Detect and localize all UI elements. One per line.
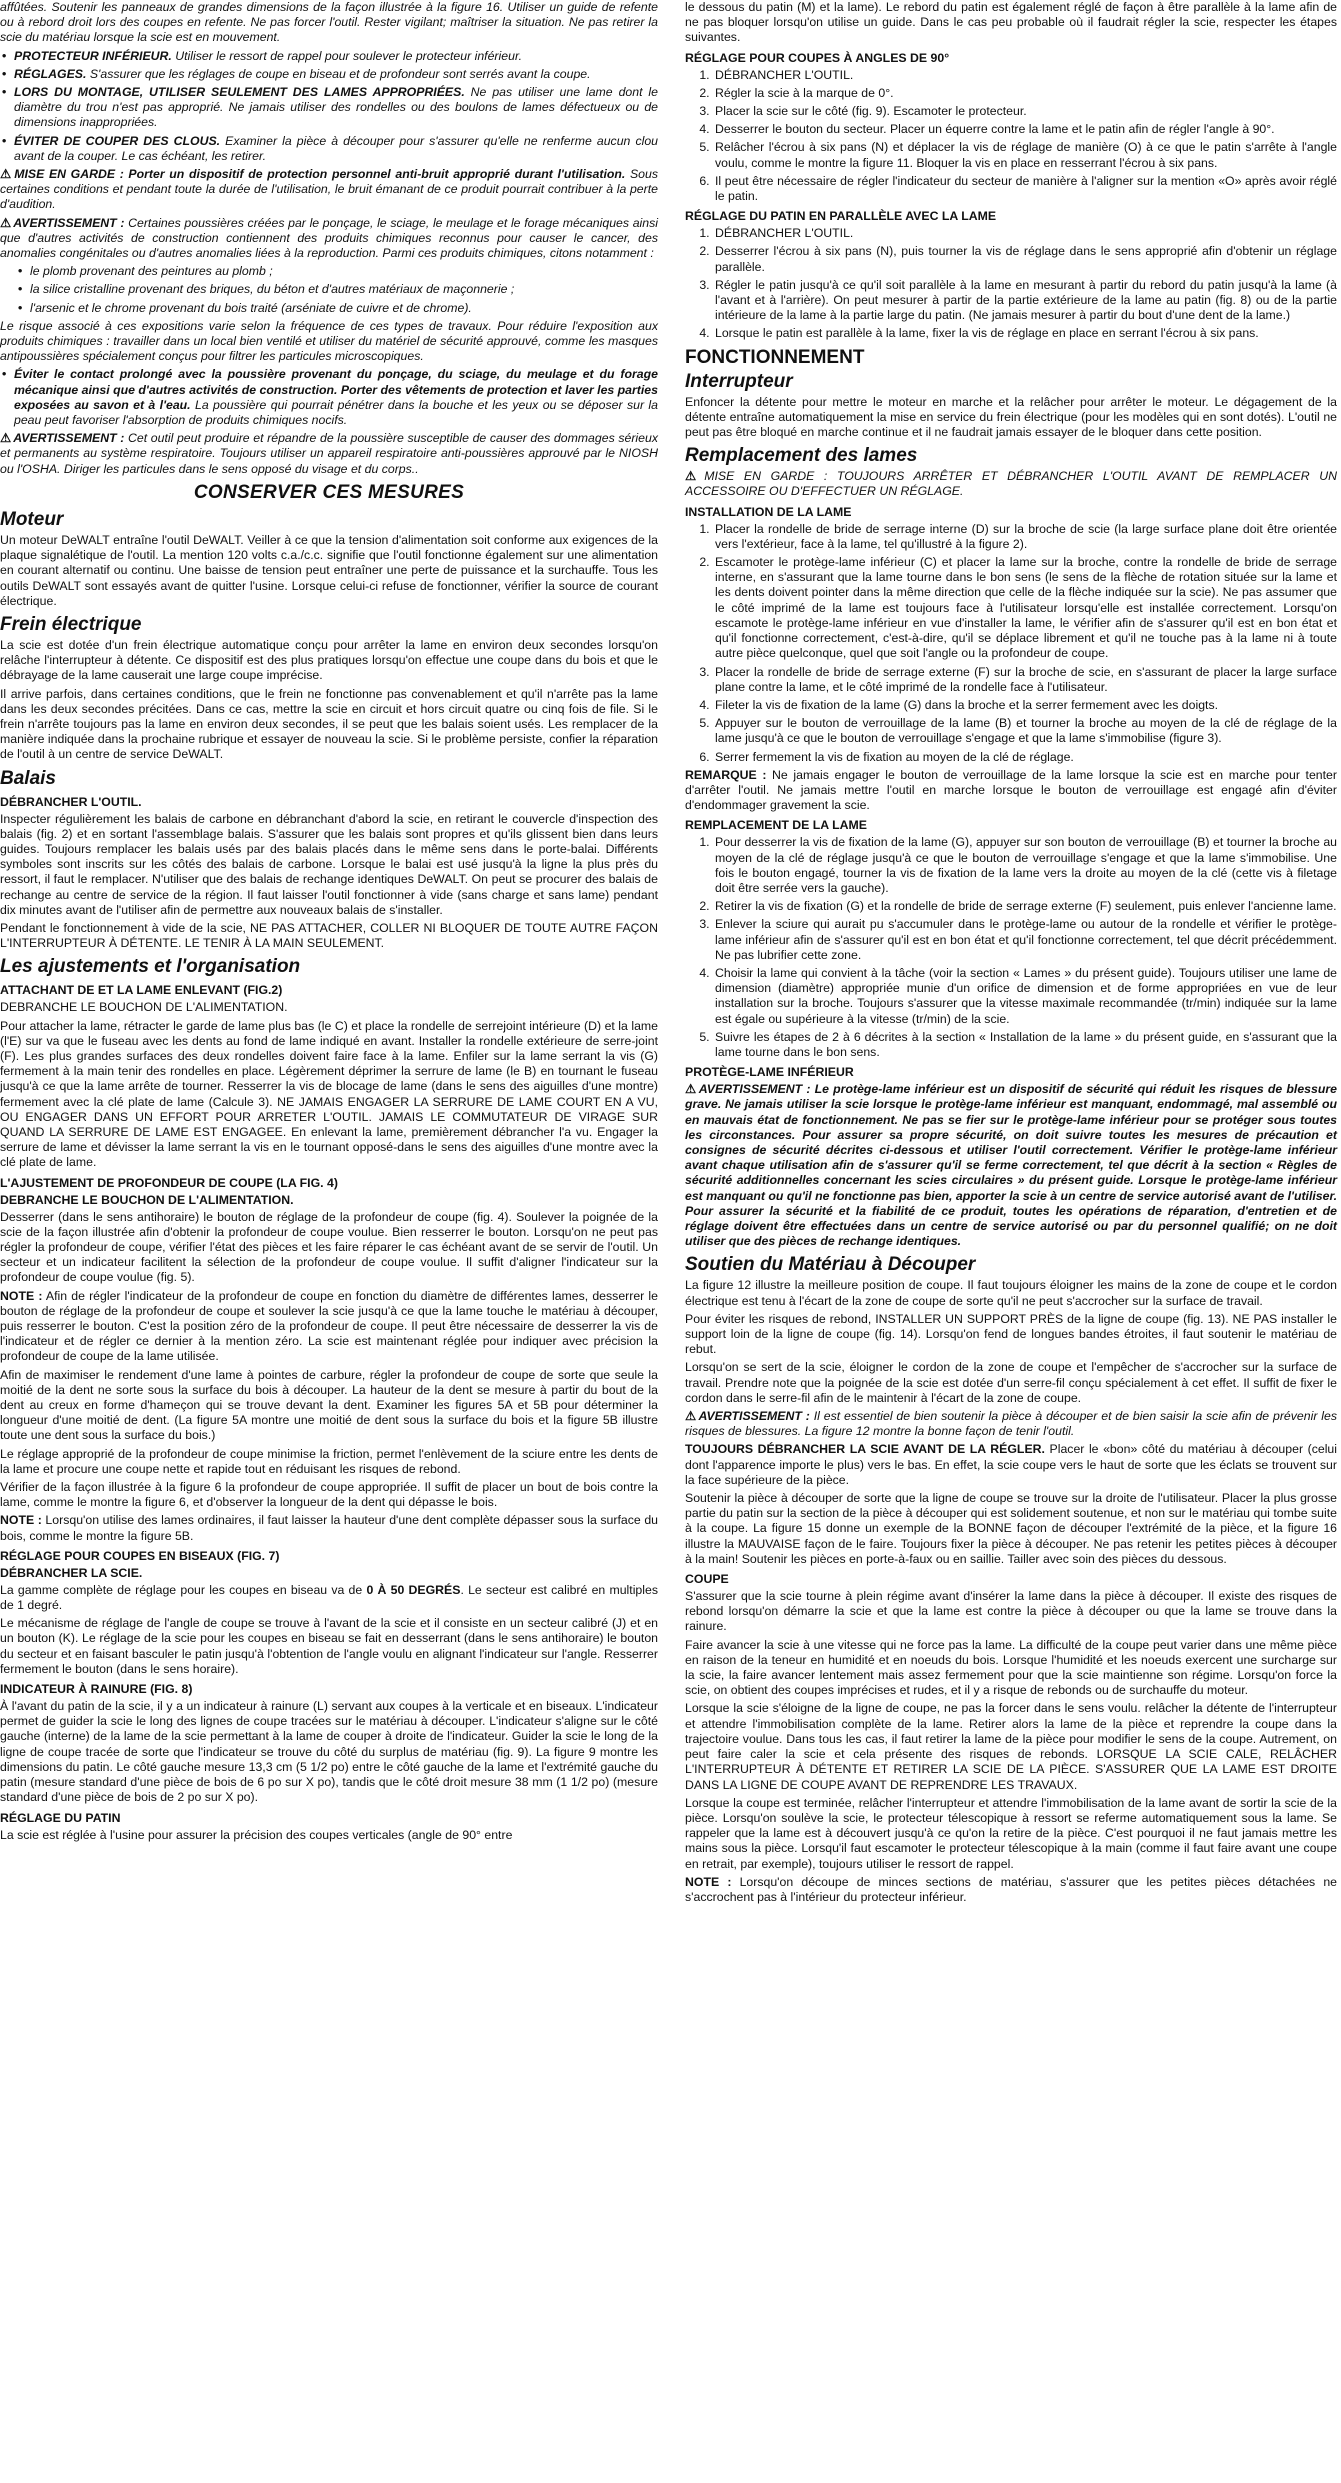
replace-step: 3. Enlever la sciure qui aurait pu s'accumuler dans le protège-lame ou autour de la rondelle et vérifier le protège-lame inférieur afin de s'assurer qu'il est en bon état et qu'il fonctionne correctement, tel que décrit précédemment. Ne pas lubrifier cette zone.	[713, 917, 1337, 963]
bullet-clous	[14, 134, 658, 164]
warning-dust	[0, 216, 658, 262]
kerf-paragraph: À l'avant du patin de la scie, il y a un indicateur à rainure (L) servant aux coupes à la verticale et en biseaux. L'indicateur permet de guider la scie le long des lignes de coupe tracées sur le matériau à découper. L'indicateur s'aligne sur le côté gauche (interne) de la lame de la scie permettant à la lame de couper à droite de l'indicateur. Guider la scie le long de la ligne de coupe tracée de sorte que l'indicateur se trouve du côté du surplus de matériau (fig. 9). La figure 9 montre les dimensions du patin. Le côté gauche mesure 13,3 cm (5 1/2 po) entre le côté gauche de la lame et l'extrémité gauche du patin (mesure standard d'une pièce de bois de 6 po sur X po), tandis que le côté droit mesure 38 mm (1 1/2 po) (mesure standard d'une pièce de bois de 2 po sur X po).	[0, 1699, 658, 1805]
warning-text: AVERTISSEMENT : Le protège-lame inférieur est un dispositif de sécurité qui réduit les risques de blessure grave. Ne jamais utiliser la scie lorsque le protège-lame inférieur est manquant, endommagé, mal assemblé ou en mauvais état de fonctionnement. Ne pas se fier sur le protège-lame inférieur pour se protéger sous toutes les circonstances. Pour assurer sa propre sécurité, on doit suivre toutes les mesures de précaution et consignes de sécurité décrites ci-dessous et utiliser l'outil correctement. Vérifier le protège-lame inférieur avant chaque utilisation afin de s'assurer qu'il se ferme correctement, tel que décrit à la section « Règles de sécurité additionnelles concernant les scies circulaires » du présent guide. Lorsque le protège-lame inférieur est manquant ou qu'il ne fonctionne pas bien, apporter la scie à un centre de service autorisé avant de l'utiliser. Pour assurer la sécurité et la fiabilité de ce produit, toutes les opérations de réparation, d'entretien et de réglage doivent être effectuées dans un centre de service autorisé ou par du personnel qualifié; on ne doit utiliser que des pièces de rechange identiques.	[685, 1082, 1337, 1249]
depth-paragraph-2: Afin de maximiser le rendement d'une lame à pointes de carbure, régler la profondeur de coupe de sorte que seule la moitié de la dent ne sorte sous la surface du bois à découper. La hauteur de la dent se mesure à partir du bout de la dent au creux en forme d'hameçon qui se trouve devant la dent. Examiner les figures 5A et 5B pour déterminer la longueur d'une moitié de dent. (La figure 5A montre une moitié de dent sous la surface du bois et la figure 5B illustre toute une dent sous la surface du bois.)	[0, 1367, 658, 1443]
attach-heading: ATTACHANT DE ET LA LAME ENLEVANT (FIG.2)	[0, 983, 283, 998]
angle-step: 1. DÉBRANCHER L'OUTIL.	[713, 68, 1337, 83]
warning-text: Il est essentiel de bien soutenir la pièce à découper et de bien saisir la scie afin de prévenir les risques de blessures. La figure 12 montre la bonne façon de tenir l'outil.	[685, 1409, 1338, 1439]
coupe-paragraph-1: S'assurer que la scie tourne à plein régime avant d'insérer la lame dans la pièce à découper. Il existe des risques de rebond lorsqu'on démarre la scie et que la lame est contre la pièce à découper ou que la lame se trouve dans la rainure.	[685, 1589, 1337, 1634]
warning-noise	[0, 167, 658, 213]
parallel-step: 1. DÉBRANCHER L'OUTIL.	[713, 226, 1337, 241]
warning-triangle-icon: ⚠	[0, 167, 13, 182]
shoe-paragraph: La scie est réglée à l'usine pour assurer la précision des coupes verticales (angle de 90° entre	[0, 1827, 513, 1842]
warning-text: Sous certaines conditions et pendant toute la durée de l'utilisation, le bruit émanant de ce produit pourrait contribuer à la perte d'audition.	[0, 167, 658, 212]
warning-triangle-icon: ⚠	[685, 469, 703, 484]
bullet-lead: ÉVITER DE COUPER DES CLOUS.	[14, 133, 221, 148]
chemicals-list	[0, 264, 658, 316]
moteur-paragraph: Un moteur DeWALT entraîne l'outil DeWALT. Veiller à ce que la tension d'alimentation soit conforme aux exigences de la plaque signalétique de l'outil. La mention 120 volts c.a./c.c. signifie que l'outil fonctionne également sur une alimentation en courant alternatif ou continu. Une baisse de tension peut entraîner une perte de puissance et la surchauffe. Tous les outils DeWALT sont essayés avant de quitter l'usine. Lorsque celui-ci refuse de fonctionner, vérifier la source de courant électrique.	[0, 532, 658, 608]
remarque-paragraph	[685, 768, 1337, 814]
interrupteur-paragraph: Enfoncer la détente pour mettre le moteur en marche et la relâcher pour arrêter le moteur. Le dégagement de la détente entraîne automatiquement la mise en service du frein électrique (pour les modèles qui en sont dotés). L'outil ne peut pas être bloqué en marche continue et il ne faudrait jamais essayer de le bloquer dans cette position.	[685, 394, 1337, 440]
bullet-text: S'assurer que les réglages de coupe en biseau et de profondeur sont serrés avant la coupe.	[86, 66, 591, 81]
bevel-text-c: . Le secteur est calibré en multiples de 1 degré.	[0, 1582, 658, 1613]
depth-subheading: DEBRANCHE LE BOUCHON DE L'ALIMENTATION.	[0, 1192, 294, 1207]
parallel-step: 3. Régler le patin jusqu'à ce qu'il soit parallèle à la lame en mesurant à partir du rebord du patin jusqu'à la lame (à l'avant et à l'arrière). On peut mesurer à partir de la partie extérieure de la lame au patin (fig. 8) ou de la partie intérieure de la lame à la partie large du patin. (Ne jamais mesurer à partir du bout d'une dent de la lame.)	[713, 278, 1337, 324]
fonctionnement-heading: FONCTIONNEMENT	[685, 346, 865, 368]
warning-text: Certaines poussières créées par le ponçage, le sciage, le meulage et le forage mécaniques ainsi que d'autres activités de construction contiennent des produits chimiques reconnus pour causer le cancer, des anomalies congénitales ou d'autres anomalies liées à la reproduction. Parmi ces produits chimiques, citons notamment :	[0, 215, 658, 261]
attach-paragraph: Pour attacher la lame, rétracter le garde de lame plus bas (le C) et place la rondelle de serrejoint intérieure (D) et la lame (l'E) sur va que le fuseau avec les dents au fond de lame indiqué en avant. Installer la rondelle extérieure de serre-joint (F). Les plus grandes surfaces des deux rondelles doivent faire face à la lame. Enfiler sur la lame serrant la vis (G) fermement à la main tenir des rondelles en place. Légèrement déprimer la serrure de lame (le B) en tournant le fuseau jusqu'à ce que la lame arrête de tourner. Resserrer la vis de blocage de lame (dans le sens des aiguilles d'une montre) fermement avec la clé plate de lame (Calcule 3). NE JAMAIS ENGAGER LA SERRURE DE LAME COURT EN A VU, OU ENGAGER DANS UN EFFORT POUR ARRETER L'OUTIL. JAMAIS LE COMMUTATEUR DE VIRAGE SUR QUAND LA SERRURE DE LAME EST ENGAGEE. En enlevant la lame, premièrement débrancher l'a vu. Engager la serrure de lame et dévisser la lame serrant la vis en le tournant opposé-dans le sens des aiguilles d'une montre avec la clé plate de lame.	[0, 1018, 658, 1170]
risk-paragraph: Le risque associé à ces expositions varie selon la fréquence de ces types de travaux. Pour réduire l'exposition aux produits chimiques : travailler dans un local bien ventilé et utiliser du matériel de sécurité approuvé, comme les masques antipoussières spécialement conçus pour filtrer les particules microscopiques.	[0, 318, 658, 364]
depth-note	[0, 1289, 658, 1365]
warning-respiratory	[0, 431, 658, 477]
install-step: 1. Placer la rondelle de bride de serrage interne (D) sur la broche de scie (la large surface plane doit être orientée vers l'extérieur, face à la lame, tel qu'illustré à la figure 2).	[713, 522, 1337, 552]
parallel-step: 4. Lorsque le patin est parallèle à la lame, fixer la vis de réglage en place en serrant l'écrou à six pans.	[713, 326, 1337, 341]
balais-subheading: DÉBRANCHER L'OUTIL.	[0, 794, 142, 809]
warning-triangle-icon: ⚠	[685, 1082, 697, 1097]
coupe-paragraph-3: Lorsque la scie s'éloigne de la ligne de coupe, ne pas la forcer dans le sens voulu. relâcher la détente de l'interrupteur et attendre l'immobilisation complète de la lame. Retirer alors la lame de la pièce et reprendre la coupe dans la trajectoire voulue. Dans tous les cas, il faut retirer la lame de la pièce pour modifier le sens de la coupe. Autrement, on peut faire caler la scie et cela présente des risques de rebonds. LORSQUE LA SCIE CALE, RELÂCHER L'INTERRUPTEUR À DÉTENTE ET RETIRER LA SCIE DE LA PIÈCE. S'ASSURER QUE LA LAME EST DROITE DANS LA LIGNE DE COUPE AVANT DE REPRENDRE LES TRAVAUX.	[685, 1701, 1337, 1792]
depth-note-2	[0, 1513, 658, 1543]
coupe-heading: COUPE	[685, 1572, 729, 1587]
warning-lead: AVERTISSEMENT :	[13, 431, 125, 446]
install-step: 5. Appuyer sur le bouton de verrouillage de la lame (B) et tourner la broche au moyen de la clé de réglage de la lame jusqu'à ce que le bouton de verrouillage s'engage et que la lame s'immobilise (figure 3).	[713, 716, 1337, 746]
note-text: Lorsqu'on utilise des lames ordinaires, il faut laisser la hauteur d'une dent complète dépasser sous la surface du bois, comme le montre la figure 5B.	[0, 1513, 658, 1543]
coupe-paragraph-4: Lorsque la coupe est terminée, relâcher l'interrupteur et attendre l'immobilisation de la lame avant de sortir la scie de la pièce. Lorsqu'on soulève la scie, le protecteur télescopique à ressort se referme automatiquement sous la lame. Se rappeler que la lame est à découvert jusqu'à ce qu'on la retire de la pièce. C'est pourquoi il ne faut jamais mettre les mains sous la pièce. Lorsqu'il faut escamoter le protecteur télescopique à la main (comme il faut faire avant une coupe en retrait, par exemple), toujours utiliser le ressort de rappel.	[685, 1795, 1337, 1871]
depth-paragraph-1: Desserrer (dans le sens antihoraire) le bouton de réglage de la profondeur de coupe (fig. 4). Soulever la poignée de la scie de la façon illustrée afin d'obtenir la profondeur de coupe voulue. Bien resserrer le bouton. Lorsqu'on ne peut pas régler la profondeur de coupe, vérifier l'état des pièces et les faire réparer le cas échéant avant de se servir de l'outil. Un secteur et un indicateur facilitent la sélection de la profondeur de coupe voulue. Il suffit d'aligner l'indicateur sur la profondeur de coupe voulue (fig. 5).	[0, 1209, 658, 1285]
frein-heading: Frein électrique	[0, 613, 142, 635]
debrancher-lead: TOUJOURS DÉBRANCHER LA SCIE AVANT DE LA RÉGLER.	[685, 1442, 1045, 1457]
replace-step: 1. Pour desserrer la vis de fixation de la lame (G), appuyer sur son bouton de verrouillage (B) et tourner la broche au moyen de la clé de réglage jusqu'à ce que le bouton de verrouillage s'engage et que la lame s'immobilise. Une fois le bouton engagé, tourner la vis de fixation de la lame vers la droite au moyen de la clé (cette vis à filetage doit être serrée vers la gauche).	[713, 835, 1337, 896]
note-lead: NOTE :	[0, 1513, 42, 1528]
balais-paragraph-2: Pendant le fonctionnement à vide de la scie, NE PAS ATTACHER, COLLER NI BLOQUER DE TOUTE AUTRE FAÇON L'INTERRUPTEUR À DÉTENTE. LE TENIR À LA MAIN SEULEMENT.	[0, 920, 658, 951]
warning-text: MISE EN GARDE : TOUJOURS ARRÊTER ET DÉBRANCHER L'OUTIL AVANT DE REMPLACER UN ACCESSOIRE OU D'EFFECTUER UN RÉGLAGE.	[685, 469, 1337, 499]
right-intro-paragraph: le dessous du patin (M) et la lame). Le rebord du patin est également réglé de façon à être parallèle à la lame afin de ne pas bloquer lorsqu'on utilise un guide. Dans le cas peu probable où il faudrait régler la scie, respecter les étapes suivantes.	[685, 0, 1337, 45]
interrupteur-heading: Interrupteur	[685, 370, 793, 392]
chemical-item: • l'arsenic et le chrome provenant du bois traité (arséniate de cuivre et de chrome).	[30, 301, 658, 316]
bullet-text: Utiliser le ressort de rappel pour soulever le protecteur inférieur.	[171, 48, 522, 63]
soutien-paragraph-2: Pour éviter les risques de rebond, INSTALLER UN SUPPORT PRÈS de la ligne de coupe (fig. 13). NE PAS installer le support loin de la ligne de coupe (fig. 14). Lorsqu'on fend de longues bandes étroites, il faut soutenir le matériau de rebut.	[685, 1311, 1337, 1357]
bullet-montage	[14, 85, 658, 131]
parallel-step: 2. Desserrer l'écrou à six pans (N), puis tourner la vis de réglage dans le sens approprié afin d'obtenir un réglage parallèle.	[713, 244, 1337, 274]
ajustements-heading: Les ajustements et l'organisation	[0, 956, 301, 978]
remarque-text: Ne jamais engager le bouton de verrouillage de la lame lorsque la scie est en marche pour tenter d'arrêter l'outil. Ne jamais mettre l'outil en marche lorsque le bouton de verrouillage est engagé afin d'éviter d'endommager gravement la scie.	[685, 767, 1337, 813]
install-step: 4. Fileter la vis de fixation de la lame (G) dans la broche et la serrer fermement avec les doigts.	[713, 698, 1337, 713]
bullet-protecteur	[14, 49, 658, 64]
bullet-lead: LORS DU MONTAGE, UTILISER SEULEMENT DES LAMES APPROPRIÉES.	[14, 85, 465, 100]
replace-step: 2. Retirer la vis de fixation (G) et la rondelle de bride de serrage externe (F) seulement, puis enlever l'ancienne lame.	[713, 899, 1337, 914]
note-text: Afin de régler l'indicateur de la profondeur de coupe en fonction du diamètre de différentes lames, desserrer le bouton de réglage de la profondeur de coupe et soulever la scie jusqu'à ce que la lame touche le matériau à découper, puis resserrer le bouton. C'est la position zéro de la profondeur de coupe. Il peut être nécessaire de desserrer la vis de l'indicateur et de régler ce dernier à la mention zéro. La scie est maintenant réglée pour indiquer avec précision la profondeur de coupe de la lame utilisée.	[0, 1288, 659, 1364]
soutien-paragraph-1: La figure 12 illustre la meilleure position de coupe. Il faut toujours éloigner les mains de la zone de coupe et le cordon électrique est tenu à l'écart de la zone de coupe de sorte qu'il ne peut s'accrocher sur la surface de travail.	[685, 1278, 1337, 1308]
conserver-heading: CONSERVER CES MESURES	[193, 481, 465, 503]
bevel-range: 0 À 50 DEGRÉS	[366, 1582, 461, 1597]
frein-paragraph-2: Il arrive parfois, dans certaines conditions, que le frein ne fonctionne pas convenablement et qu'il n'arrête pas la lame dans les deux secondes précitées. Dans ce cas, mettre la scie en circuit et hors circuit quatre ou cinq fois de file. Si le frein n'arrête toujours pas la lame en environ deux secondes, il se peut que les balais soient usés. Les remplacer de la manière indiquée dans la prochaine rubrique et essayer de nouveau la scie. Si le problème persiste, confier la réparation de l'outil à un centre de service DeWALT.	[0, 686, 658, 762]
shoe-heading: RÉGLAGE DU PATIN	[0, 1810, 121, 1825]
remplacement-warning	[685, 469, 1337, 499]
replace-steps	[685, 835, 1337, 1060]
parallel-heading: RÉGLAGE DU PATIN EN PARALLÈLE AVEC LA LAME	[685, 209, 997, 224]
note-lead: NOTE :	[685, 1874, 732, 1889]
angle-step: 5. Relâcher l'écrou à six pans (N) et déplacer la vis de réglage de manière (O) à ce que le patin s'arrête à l'angle voulu, comme le montre la figure 11. Bloquer la vis en place en resserrant l'écrou à six pans.	[713, 140, 1337, 170]
soutien-paragraph-4: Soutenir la pièce à découper de sorte que la ligne de coupe se trouve sur la droite de l'utilisateur. Placer la plus grosse partie du patin sur la section de la pièce à découper qui est solidement soutenue, et non sur le matériau qui tombe suite à la coupe. La figure 15 donne un exemple de la BONNE façon de découper l'extrémité de la pièce, et la figure 16 illustre la MAUVAISE façon de le faire. Toujours fixer la pièce à découper. Ne pas retenir les petites pièces à découper à la main! Soutenir les pièces en porte-à-faux ou en saillie. Tailler avec soin des pièces du dessous.	[685, 1491, 1337, 1566]
depth-heading: L'AJUSTEMENT DE PROFONDEUR DE COUPE (LA FIG. 4)	[0, 1175, 338, 1190]
right-column	[685, 0, 1337, 1908]
replace-heading: REMPLACEMENT DE LA LAME	[685, 818, 867, 833]
bullet-reglages	[14, 67, 658, 82]
chemical-item: • la silice cristalline provenant des briques, du béton et d'autres matériaux de maçonnerie ;	[30, 282, 658, 297]
warning-lead: AVERTISSEMENT :	[698, 1409, 810, 1424]
install-step: 2. Escamoter le protège-lame inférieur (C) et placer la lame sur la broche, contre la rondelle de bride de serrage interne, en s'assurant que la lame tourne dans le bon sens (le sens de la flèche de rotation située sur la lame et les dents doivent pointer dans la même direction que celle de la flèche indiquée sur la scie). Ne pas assumer que le côté imprimé de la lame est toujours face à l'utilisateur lorsqu'elle est installée correctement. Lorsqu'on escamote le protège-lame inférieur en vue d'installer la lame, le vérifier afin de s'assurer qu'il est en bon état et qu'il fonctionne correctement, c'est-à-dire, qu'il se déplace librement et qu'il ne touche pas à la lame ni à toute autre pièce quelconque, quel que soit l'angle ou la profondeur de coupe.	[713, 555, 1337, 661]
depth-paragraph-4: Vérifier de la façon illustrée à la figure 6 la profondeur de coupe appropriée. Il suffit de placer un bout de bois contre la lame, comme le montre la figure 6, et d'observer la longueur de la dent qui dépasse le bois.	[0, 1480, 658, 1510]
protege-heading: PROTÈGE-LAME INFÉRIEUR	[685, 1065, 854, 1080]
install-steps	[685, 522, 1337, 765]
left-column	[0, 0, 658, 1846]
bullet-lead: PROTECTEUR INFÉRIEUR.	[14, 48, 172, 63]
soutien-warning	[685, 1409, 1337, 1439]
warning-triangle-icon: ⚠	[0, 215, 12, 230]
remarque-lead: REMARQUE :	[685, 767, 767, 782]
avoid-text: La poussière qui pourrait pénétrer dans la bouche et les yeux ou se déposer sur la peau peut favoriser l'absorption de produits chimiques nocifs.	[14, 397, 658, 428]
angle-step: 4. Desserrer le bouton du secteur. Placer un équerre contre la lame et le patin afin de régler l'angle à 90°.	[713, 122, 1337, 137]
kerf-heading: INDICATEUR À RAINURE (FIG. 8)	[0, 1682, 193, 1697]
angle-step: 6. Il peut être nécessaire de régler l'indicateur du secteur de manière à l'aligner sur la mention «O» après avoir réglé le patin.	[713, 174, 1337, 204]
bevel-paragraph-2: Le mécanisme de réglage de l'angle de coupe se trouve à l'avant de la scie et il consiste en un secteur calibré (J) et en un bouton (K). Le réglage de la scie pour les coupes en biseau se fait en desserrant (dans le sens antihoraire) le bouton du secteur et en faisant basculer le patin jusqu'à l'obtention de l'angle voulu en alignant l'indicateur sur l'angle. Resserrer fermement le bouton (dans le sens horaire).	[0, 1616, 658, 1676]
bevel-subheading: DÉBRANCHER LA SCIE.	[0, 1565, 143, 1580]
attach-subheading: DEBRANCHE LE BOUCHON DE L'ALIMENTATION.	[0, 1000, 288, 1015]
angle-step: 3. Placer la scie sur le côté (fig. 9). Escamoter le protecteur.	[713, 104, 1337, 119]
balais-paragraph-1: Inspecter régulièrement les balais de carbone en débranchant d'abord la scie, en retirant le couvercle d'inspection des balais (fig. 2) et en sortant l'assemblage balais. S'assurer que les balais sont propres et qu'ils glissent bien dans leurs guides. Toujours remplacer les balais usés par des balais placés dans le même sens dans le porte-balai. Différents symboles sont inscrits sur les côtés des balais de carbone. Lorsque le balai est usé jusqu'à la ligne la plus près du ressort, il faut le remplacer. N'utiliser que des balais de rechange identiques DeWALT. On peut se procurer des balais de rechange au centre de service de la région. Il faut laisser l'outil fonctionner à vide (sans charge et sans lame) pendant dix minutes avant de l'utiliser afin de permettre aux nouveaux balais de s'installer.	[0, 811, 658, 917]
balais-heading: Balais	[0, 767, 56, 789]
bullet-text: Ne pas utiliser une lame dont le diamètre du trou n'est pas approprié. Ne jamais utiliser des rondelles ou des boulons de lames défectueux ou de dimensions inappropriées.	[14, 85, 658, 130]
remplacement-heading: Remplacement des lames	[685, 445, 918, 467]
bullet-lead: RÉGLAGES.	[14, 66, 87, 81]
bevel-heading: RÉGLAGE POUR COUPES EN BISEAUX (FIG. 7)	[0, 1548, 280, 1563]
bevel-paragraph-1	[0, 1583, 658, 1613]
avoid-lead: Éviter le contact prolongé avec la poussière provenant du ponçage, du sciage, du meulage et du forage mécanique ainsi que d'autres activités de construction. Porter des vêtements de protection et laver les parties exposées au savon et à l'eau.	[14, 367, 658, 412]
install-step: 6. Serrer fermement la vis de fixation au moyen de la clé de réglage.	[713, 750, 1337, 765]
depth-paragraph-3: Le réglage approprié de la profondeur de coupe minimise la friction, permet l'enlèvement de la sciure entre les dents de la lame et procure une coupe nette et rapide tout en réduisant les risques de rebond.	[0, 1446, 658, 1476]
note-text: Lorsqu'on découpe de minces sections de matériau, s'assurer que les petites pièces détachées ne s'accrochent pas à l'intérieur du protecteur inférieur.	[685, 1874, 1338, 1904]
bevel-text-a: La gamme complète de réglage pour les coupes en biseau va de	[0, 1582, 367, 1597]
warning-text: Cet outil peut produire et répandre de la poussière susceptible de causer des dommages sérieux et permanents au système respiratoire. Toujours utiliser un appareil respiratoire anti-poussières approuvé par le NIOSH ou l'OSHA. Diriger les particules dans le sens opposé du visage et du corps..	[0, 431, 658, 476]
moteur-heading: Moteur	[0, 508, 64, 530]
install-heading: INSTALLATION DE LA LAME	[685, 504, 852, 519]
replace-step: 4. Choisir la lame qui convient à la tâche (voir la section « Lames » du présent guide). Toujours utiliser une lame de dimension (diamètre) appropriée munie d'un orifice de dimension et de forme appropriées en vue de leur installation sur la broche. Toujours s'assurer que la vitesse maximale recommandée (tr/min) indiquée sur la lame est égale ou supérieure à la vitesse (tr/min) de la scie.	[713, 966, 1337, 1027]
warning-triangle-icon: ⚠	[685, 1409, 697, 1424]
coupe-paragraph-2: Faire avancer la scie à une vitesse qui ne force pas la lame. La difficulté de la coupe peut varier dans une même pièce en raison de la teneur en humidité et en noeuds du bois. Lorsque l'humidité et les noeuds exercent une surcharge sur la scie, la faire avancer lentement mais assez fermement pour que la scie maintienne son régime. Lorsqu'on force la scie, on obtient des coupes imprécises et rudes, et il y a risque de rebonds ou de surchauffe du moteur.	[685, 1637, 1337, 1698]
angle-step: 2. Régler la scie à la marque de 0°.	[713, 86, 1337, 101]
warning-lead: AVERTISSEMENT :	[13, 215, 125, 230]
chemical-item: • le plomb provenant des peintures au plomb ;	[30, 264, 658, 279]
note-lead: NOTE :	[0, 1288, 43, 1303]
bullet-text: Examiner la pièce à découper pour s'assurer qu'elle ne renferme aucun clou avant de la couper. Le cas échéant, les retirer.	[14, 133, 658, 163]
warning-triangle-icon: ⚠	[0, 431, 12, 446]
warning-lead: MISE EN GARDE : Porter un dispositif de protection personnel anti-bruit approprié durant l'utilisation.	[14, 167, 626, 182]
angle-steps	[685, 68, 1337, 205]
debrancher-text: Placer le «bon» côté du matériau à découper (celui dont l'apparence importe le plus) vers le bas. En effet, la scie coupe vers le haut de sorte que les éclats se trouvent sur la face supérieure de la pièce.	[685, 1442, 1337, 1487]
angle-heading: RÉGLAGE POUR COUPES À ANGLES DE 90°	[685, 50, 950, 65]
frein-paragraph-1: La scie est dotée d'un frein électrique automatique conçu pour arrêter la lame en environ deux secondes lorsqu'on relâche l'interrupteur à détente. Ce dispositif est des plus pratiques lorsqu'on effectue une coupe dans du bois et que le débrayage de la lame causerait une large coupe imprécise.	[0, 637, 658, 683]
intro-paragraph: affûtées. Soutenir les panneaux de grandes dimensions de la façon illustrée à la figure 16. Utiliser un guide de refente ou à rebord droit lors des coupes en refente. Ne pas forcer l'outil. Rester vigilant; maîtriser la situation. Ne pas retirer la scie du matériau lorsque la scie est en mouvement.	[0, 0, 658, 45]
avoid-contact-list	[0, 367, 658, 428]
soutien-paragraph-3: Lorsqu'on se sert de la scie, éloigner le cordon de la zone de coupe et l'empêcher de s'accrocher sur la surface de travail. Prendre note que la poignée de la scie est dotée d'un serre-fil conçu spécialement à cet effet. Il suffit de fixer le cordon dans le serre-fil afin de le maintenir à l'écart de la zone de coupe.	[685, 1360, 1337, 1405]
debrancher-paragraph	[685, 1442, 1337, 1488]
avoid-contact-item	[14, 367, 658, 428]
final-note	[685, 1875, 1337, 1905]
protege-warning	[685, 1082, 1337, 1249]
soutien-heading: Soutien du Matériau à Découper	[685, 1254, 976, 1276]
replace-step: 5. Suivre les étapes de 2 à 6 décrites à la section « Installation de la lame » du présent guide, en s'assurant que la lame tourne dans le bon sens.	[713, 1030, 1337, 1060]
parallel-steps	[685, 226, 1337, 341]
install-step: 3. Placer la rondelle de bride de serrage externe (F) sur la broche de scie, en s'assurant de placer la large surface plane contre la lame, et le côté imprimé de la rondelle face à l'utilisateur.	[713, 665, 1337, 695]
safety-bullet-list	[0, 49, 658, 164]
